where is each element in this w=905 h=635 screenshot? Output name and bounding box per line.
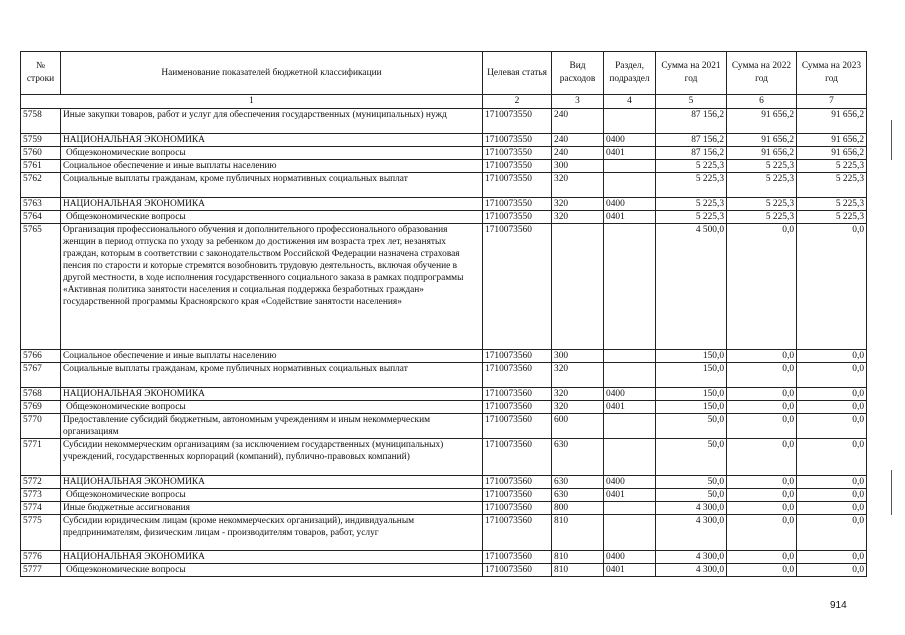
expense-type-cell: 630 <box>552 489 604 502</box>
expense-type-cell: 810 <box>552 564 604 577</box>
expense-type-cell: 320 <box>552 401 604 414</box>
indicator-name-cell: Социальные выплаты гражданам, кроме публичных нормативных социальных выплат <box>61 173 483 198</box>
sum-2021-cell: 87 156,2 <box>656 134 727 147</box>
sum-2022-cell: 0,0 <box>727 564 797 577</box>
target-article-cell: 1710073560 <box>483 476 552 489</box>
table-row <box>21 388 867 401</box>
indicator-name-cell: Социальное обеспечение и иные выплаты населению <box>61 160 483 173</box>
section-cell <box>604 173 656 198</box>
sum-2021-cell: 150,0 <box>656 363 727 388</box>
target-article-cell: 1710073550 <box>483 211 552 224</box>
row-number-cell: 5776 <box>21 551 61 564</box>
indicator-name-cell: Общеэкономические вопросы <box>61 211 483 224</box>
expense-type-cell <box>552 224 604 350</box>
sum-2021-cell: 4 300,0 <box>656 502 727 515</box>
column-number: 4 <box>604 95 656 109</box>
column-number: 6 <box>727 95 797 109</box>
target-article-cell: 1710073560 <box>483 564 552 577</box>
sum-2023-cell: 5 225,3 <box>797 211 867 224</box>
sum-2021-cell: 87 156,2 <box>656 109 727 134</box>
section-cell <box>604 160 656 173</box>
row-number-cell: 5766 <box>21 350 61 363</box>
target-article-cell: 1710073560 <box>483 489 552 502</box>
indicator-name-cell: Общеэкономические вопросы <box>61 489 483 502</box>
target-article-cell: 1710073560 <box>483 439 552 476</box>
row-number-cell: 5773 <box>21 489 61 502</box>
expense-type-cell: 630 <box>552 476 604 489</box>
target-article-cell: 1710073560 <box>483 401 552 414</box>
expense-type-cell: 320 <box>552 173 604 198</box>
sum-2021-cell: 50,0 <box>656 439 727 476</box>
sum-2023-cell: 0,0 <box>797 476 867 489</box>
table-row <box>21 401 867 414</box>
table-row <box>21 476 867 489</box>
target-article-cell: 1710073550 <box>483 109 552 134</box>
sum-2023-cell: 0,0 <box>797 489 867 502</box>
expense-type-cell: 320 <box>552 388 604 401</box>
row-number-cell: 5775 <box>21 515 61 551</box>
sum-2023-cell: 5 225,3 <box>797 198 867 211</box>
table-row <box>21 160 867 173</box>
indicator-name-cell: Субсидии юридическим лицам (кроме некоммерческих организаций), индивидуальным предпринимателям, физическим лицам - производителям товаров, работ, услуг <box>61 515 483 551</box>
target-article-cell: 1710073550 <box>483 134 552 147</box>
sum-2021-cell: 87 156,2 <box>656 147 727 160</box>
sum-2022-cell: 5 225,3 <box>727 160 797 173</box>
target-article-cell: 1710073560 <box>483 502 552 515</box>
sum-2023-cell: 5 225,3 <box>797 160 867 173</box>
header-sum-2021: Сумма на 2021 год <box>656 52 727 95</box>
section-cell <box>604 439 656 476</box>
expense-type-cell: 630 <box>552 439 604 476</box>
sum-2023-cell: 0,0 <box>797 224 867 350</box>
scan-edge-mark <box>891 470 892 515</box>
section-cell: 0401 <box>604 489 656 502</box>
indicator-name-cell: Социальное обеспечение и иные выплаты населению <box>61 350 483 363</box>
expense-type-cell: 810 <box>552 515 604 551</box>
sum-2023-cell: 91 656,2 <box>797 147 867 160</box>
sum-2022-cell: 0,0 <box>727 502 797 515</box>
indicator-name-cell: Иные бюджетные ассигнования <box>61 502 483 515</box>
sum-2022-cell: 0,0 <box>727 401 797 414</box>
sum-2022-cell: 91 656,2 <box>727 147 797 160</box>
sum-2022-cell: 5 225,3 <box>727 198 797 211</box>
indicator-name-cell: НАЦИОНАЛЬНАЯ ЭКОНОМИКА <box>61 134 483 147</box>
indicator-name-cell: НАЦИОНАЛЬНАЯ ЭКОНОМИКА <box>61 388 483 401</box>
sum-2021-cell: 150,0 <box>656 388 727 401</box>
column-number: 2 <box>483 95 552 109</box>
sum-2023-cell: 0,0 <box>797 564 867 577</box>
section-cell <box>604 414 656 439</box>
indicator-name-cell: Организация профессионального обучения и дополнительного профессионального образования женщин в период отпуска по уходу за ребенком до достижения им возраста трех лет, незанятых граждан, которым в соответствии с законодательством Российской Федерации назначена страховая пенсия по старости и которые стремятся возобновить трудовую деятельность, включая обучение в другой местности, в ходе исполнения государственного социального заказа в рамках подпрограммы «Активная политика занятости населения и социальная поддержка безработных граждан» государственной программы Красноярского края «Содействие занятости населения» <box>61 224 483 350</box>
sum-2022-cell: 91 656,2 <box>727 134 797 147</box>
sum-2021-cell: 5 225,3 <box>656 160 727 173</box>
header-row-no: № строки <box>21 52 61 95</box>
indicator-name-cell: Общеэкономические вопросы <box>61 147 483 160</box>
target-article-cell: 1710073550 <box>483 160 552 173</box>
target-article-cell: 1710073560 <box>483 414 552 439</box>
indicator-name-cell: Общеэкономические вопросы <box>61 401 483 414</box>
sum-2021-cell: 4 300,0 <box>656 515 727 551</box>
target-article-cell: 1710073560 <box>483 551 552 564</box>
sum-2021-cell: 4 500,0 <box>656 224 727 350</box>
sum-2021-cell: 4 300,0 <box>656 564 727 577</box>
sum-2023-cell: 0,0 <box>797 502 867 515</box>
expense-type-cell: 300 <box>552 350 604 363</box>
indicator-name-cell: Общеэкономические вопросы <box>61 564 483 577</box>
sum-2023-cell: 91 656,2 <box>797 109 867 134</box>
table-row <box>21 147 867 160</box>
table-row <box>21 414 867 439</box>
row-number-cell: 5761 <box>21 160 61 173</box>
row-number-cell: 5762 <box>21 173 61 198</box>
table-row <box>21 134 867 147</box>
sum-2022-cell: 0,0 <box>727 489 797 502</box>
target-article-cell: 1710073550 <box>483 147 552 160</box>
row-number-cell: 5763 <box>21 198 61 211</box>
row-number-cell: 5774 <box>21 502 61 515</box>
row-number-cell: 5764 <box>21 211 61 224</box>
section-cell <box>604 224 656 350</box>
section-cell <box>604 363 656 388</box>
row-number-cell: 5771 <box>21 439 61 476</box>
sum-2022-cell: 0,0 <box>727 350 797 363</box>
row-number-cell: 5758 <box>21 109 61 134</box>
expense-type-cell: 600 <box>552 414 604 439</box>
sum-2022-cell: 0,0 <box>727 476 797 489</box>
table-row <box>21 439 867 476</box>
target-article-cell: 1710073560 <box>483 388 552 401</box>
table-row <box>21 515 867 551</box>
sum-2023-cell: 0,0 <box>797 439 867 476</box>
sum-2022-cell: 5 225,3 <box>727 173 797 198</box>
sum-2022-cell: 0,0 <box>727 551 797 564</box>
sum-2022-cell: 0,0 <box>727 515 797 551</box>
expense-type-cell: 800 <box>552 502 604 515</box>
column-number: 3 <box>552 95 604 109</box>
row-number-cell: 5769 <box>21 401 61 414</box>
header-name: Наименование показателей бюджетной классификации <box>61 52 483 95</box>
target-article-cell: 1710073550 <box>483 198 552 211</box>
section-cell <box>604 515 656 551</box>
sum-2022-cell: 0,0 <box>727 224 797 350</box>
row-number-cell: 5772 <box>21 476 61 489</box>
expense-type-cell: 240 <box>552 109 604 134</box>
section-cell: 0401 <box>604 211 656 224</box>
header-row <box>21 52 867 95</box>
section-cell: 0400 <box>604 388 656 401</box>
page-number: 914 <box>830 600 847 611</box>
section-cell: 0400 <box>604 134 656 147</box>
row-number-cell: 5777 <box>21 564 61 577</box>
section-cell: 0400 <box>604 198 656 211</box>
header-sum-2022: Сумма на 2022 год <box>727 52 797 95</box>
sum-2023-cell: 91 656,2 <box>797 134 867 147</box>
expense-type-cell: 300 <box>552 160 604 173</box>
sum-2022-cell: 0,0 <box>727 414 797 439</box>
indicator-name-cell: Иные закупки товаров, работ и услуг для обеспечения государственных (муниципальных) нужд <box>61 109 483 134</box>
header-sum-2023: Сумма на 2023 год <box>797 52 867 95</box>
section-cell <box>604 109 656 134</box>
table-row <box>21 363 867 388</box>
section-cell <box>604 502 656 515</box>
header-expense-type: Вид расходов <box>552 52 604 95</box>
section-cell <box>604 350 656 363</box>
scan-edge-mark <box>891 120 892 160</box>
table-row <box>21 350 867 363</box>
table-row <box>21 211 867 224</box>
table-row <box>21 198 867 211</box>
target-article-cell: 1710073560 <box>483 224 552 350</box>
indicator-name-cell: НАЦИОНАЛЬНАЯ ЭКОНОМИКА <box>61 551 483 564</box>
sum-2023-cell: 0,0 <box>797 515 867 551</box>
target-article-cell: 1710073560 <box>483 515 552 551</box>
section-cell: 0401 <box>604 147 656 160</box>
table-row <box>21 489 867 502</box>
header-target: Целевая статья <box>483 52 552 95</box>
target-article-cell: 1710073560 <box>483 350 552 363</box>
indicator-name-cell: Предоставление субсидий бюджетным, автономным учреждениям и иным некоммерческим организациям <box>61 414 483 439</box>
table-row <box>21 564 867 577</box>
expense-type-cell: 320 <box>552 363 604 388</box>
column-number: 1 <box>21 95 483 109</box>
column-number: 7 <box>797 95 867 109</box>
section-cell: 0401 <box>604 401 656 414</box>
expense-type-cell: 320 <box>552 198 604 211</box>
row-number-cell: 5770 <box>21 414 61 439</box>
sum-2023-cell: 0,0 <box>797 401 867 414</box>
row-number-cell: 5760 <box>21 147 61 160</box>
sum-2023-cell: 0,0 <box>797 414 867 439</box>
sum-2021-cell: 5 225,3 <box>656 198 727 211</box>
target-article-cell: 1710073550 <box>483 173 552 198</box>
budget-table <box>20 51 867 577</box>
row-number-cell: 5767 <box>21 363 61 388</box>
table-row <box>21 109 867 134</box>
sum-2022-cell: 0,0 <box>727 439 797 476</box>
sum-2022-cell: 5 225,3 <box>727 211 797 224</box>
sum-2021-cell: 5 225,3 <box>656 211 727 224</box>
expense-type-cell: 810 <box>552 551 604 564</box>
section-cell: 0401 <box>604 564 656 577</box>
indicator-name-cell: НАЦИОНАЛЬНАЯ ЭКОНОМИКА <box>61 198 483 211</box>
expense-type-cell: 320 <box>552 211 604 224</box>
table-row <box>21 502 867 515</box>
column-number-row <box>21 95 867 109</box>
sum-2021-cell: 50,0 <box>656 476 727 489</box>
row-number-cell: 5765 <box>21 224 61 350</box>
table-row <box>21 551 867 564</box>
indicator-name-cell: НАЦИОНАЛЬНАЯ ЭКОНОМИКА <box>61 476 483 489</box>
table-row <box>21 173 867 198</box>
sum-2021-cell: 50,0 <box>656 489 727 502</box>
row-number-cell: 5768 <box>21 388 61 401</box>
indicator-name-cell: Субсидии некоммерческим организациям (за исключением государственных (муниципальных) учреждений, государственных корпораций (компаний), публично-правовых компаний) <box>61 439 483 476</box>
sum-2023-cell: 0,0 <box>797 363 867 388</box>
section-cell: 0400 <box>604 551 656 564</box>
column-number: 5 <box>656 95 727 109</box>
section-cell: 0400 <box>604 476 656 489</box>
sum-2021-cell: 150,0 <box>656 350 727 363</box>
indicator-name-cell: Социальные выплаты гражданам, кроме публичных нормативных социальных выплат <box>61 363 483 388</box>
header-section: Раздел, подраздел <box>604 52 656 95</box>
sum-2021-cell: 50,0 <box>656 414 727 439</box>
target-article-cell: 1710073560 <box>483 363 552 388</box>
expense-type-cell: 240 <box>552 147 604 160</box>
sum-2023-cell: 0,0 <box>797 350 867 363</box>
expense-type-cell: 240 <box>552 134 604 147</box>
row-number-cell: 5759 <box>21 134 61 147</box>
table-row <box>21 224 867 350</box>
sum-2023-cell: 5 225,3 <box>797 173 867 198</box>
sum-2021-cell: 5 225,3 <box>656 173 727 198</box>
sum-2021-cell: 4 300,0 <box>656 551 727 564</box>
sum-2023-cell: 0,0 <box>797 388 867 401</box>
sum-2021-cell: 150,0 <box>656 401 727 414</box>
sum-2022-cell: 0,0 <box>727 388 797 401</box>
sum-2023-cell: 0,0 <box>797 551 867 564</box>
sum-2022-cell: 91 656,2 <box>727 109 797 134</box>
sum-2022-cell: 0,0 <box>727 363 797 388</box>
